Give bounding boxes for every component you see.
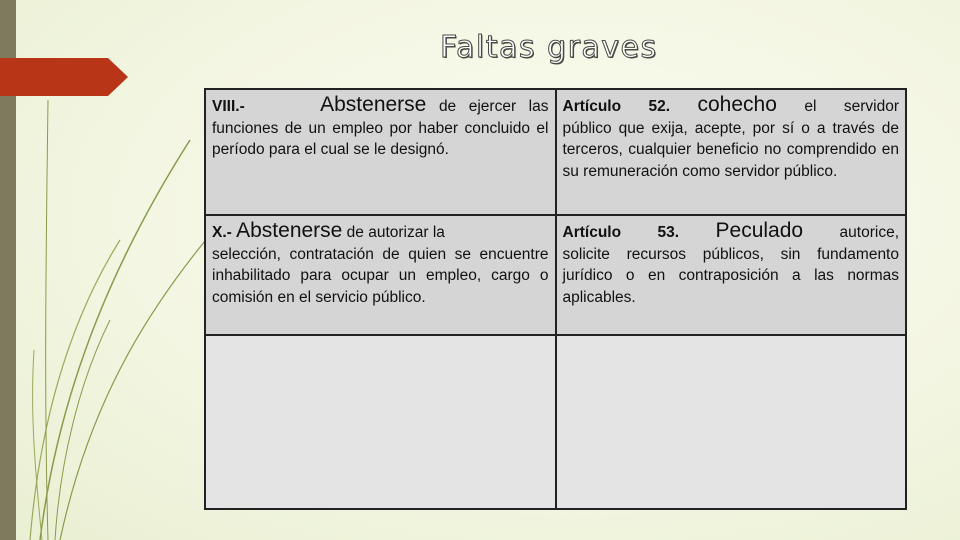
cell-lead-line: X.- Abstenerse de autorizar la <box>212 219 445 242</box>
cell-body-text: solicite recursos públicos, sin fundamento jurídico o en contraposición a las normas aplicables. <box>562 245 899 306</box>
cell-articulo-53 <box>556 215 907 335</box>
cell-fraccion-viii <box>205 89 556 215</box>
empty-cell-left <box>205 335 556 509</box>
table-row <box>205 215 906 335</box>
red-accent-tab <box>0 58 128 96</box>
empty-cell-right <box>556 335 907 509</box>
cell-lead-line: VIII.- Abstenerse de ejercer las <box>212 93 549 116</box>
faltas-table <box>204 88 907 510</box>
cell-fraccion-x <box>205 215 556 335</box>
cell-body-text: selección, contratación de quien se encuentre inhabilitado para ocupar un empleo, cargo o comisión en el servicio público. <box>212 245 549 306</box>
table-row <box>205 89 906 215</box>
cell-articulo-52 <box>556 89 907 215</box>
slide-title: Faltas graves <box>440 30 658 65</box>
cell-body-text: público que exija, acepte, por sí o a través de terceros, cualquier beneficio no comprendido en su remuneración como servidor público. <box>562 119 899 180</box>
cell-lead-line: Artículo 52. cohecho el servidor <box>562 93 899 116</box>
table-row <box>205 335 906 509</box>
cell-body-text: funciones de un empleo por haber concluido el período para el cual se le designó. <box>212 119 549 158</box>
cell-lead-line: Artículo 53. Peculado autorice, <box>562 219 899 242</box>
